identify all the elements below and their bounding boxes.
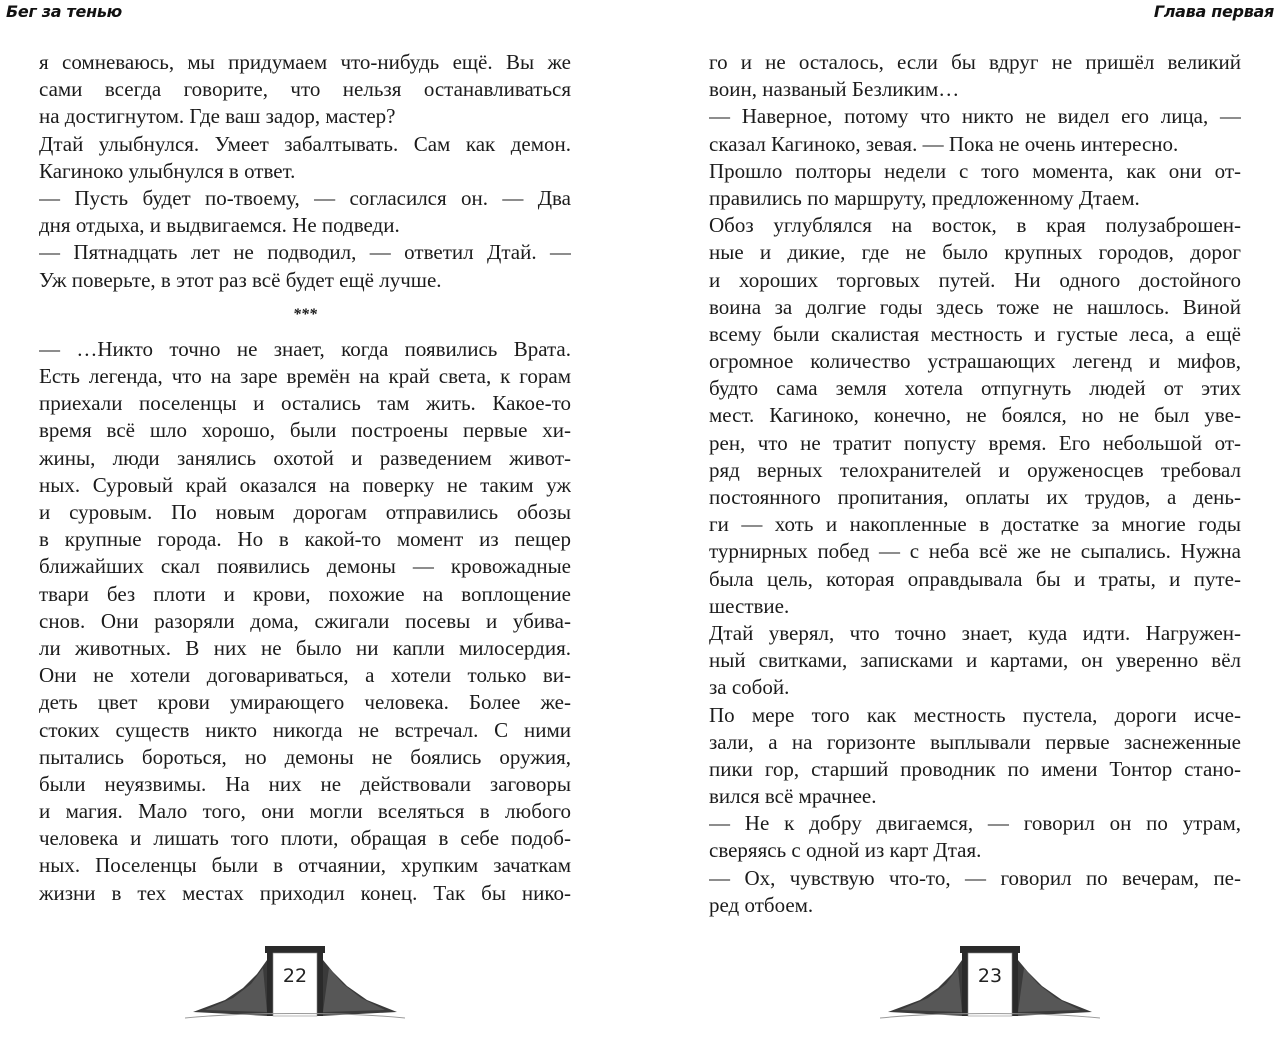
text-line: мест. Кагиноко, конечно, не боялся, но не был уве- xyxy=(709,403,1241,428)
text-line: сверяясь с одной из карт Дтая. xyxy=(709,838,982,863)
page-number-emblem-right xyxy=(880,938,1100,1028)
right-page-text xyxy=(709,49,1241,919)
text-line: ги — хоть и накопленные в достатке за многие годы xyxy=(709,512,1241,537)
text-line: пытались бороться, но демоны не боялись оружия, xyxy=(39,744,571,769)
text-line: ли животных. В них не было ни капли милосердия. xyxy=(39,635,571,660)
text-line: и суровым. По новым дорогам отправились обозы xyxy=(39,500,571,524)
text-line: жизни в тех местах приходил конец. Так бы нико- xyxy=(39,880,571,905)
text-line: Дтай улыбнулся. Умеет забалтывать. Сам как демон. xyxy=(39,131,571,156)
text-line: ред отбоем. xyxy=(709,892,814,917)
text-line: — Ох, чувствую что-то, — говорил по вечерам, пе- xyxy=(709,865,1241,890)
text-line: рен, что не тратит попусту время. Его небольшой от- xyxy=(709,430,1241,455)
text-line: шествие. xyxy=(709,593,790,618)
text-line: будто сама земля хотела отпугнуть людей от этих xyxy=(709,376,1241,401)
text-line: я сомневаюсь, мы придумаем что-нибудь ещё. Вы же xyxy=(39,50,571,74)
text-line: Обоз углублялся на восток, в края полузаброшен- xyxy=(709,213,1241,238)
text-line: — Пусть будет по-твоему, — согласился он. — Два xyxy=(39,185,571,210)
text-line: всему были скалистая местность и густые леса, а ещё xyxy=(709,321,1241,346)
text-line: твари без плоти и крови, похожие на воплощение xyxy=(39,581,571,606)
page-number: 23 xyxy=(977,965,1003,987)
text-line: на достигнутом. Где ваш задор, мастер? xyxy=(39,104,396,129)
text-line: сказал Кагиноко, зевая. — Пока не очень интересно. xyxy=(709,131,1179,156)
text-line: были неуязвимы. На них не действовали заговоры xyxy=(39,771,571,796)
text-line: ный свитками, записками и картами, он уверенно вёл xyxy=(709,648,1241,673)
text-line: правились по маршруту, предложенному Дтаем. xyxy=(709,185,1140,210)
text-line: жины, люди занялись охотой и разведением живот- xyxy=(39,445,571,470)
text-line: Прошло полторы недели с того момента, как они от- xyxy=(709,158,1241,183)
page-number-emblem-left xyxy=(185,938,405,1028)
text-line: — Не к добру двигаемся, — говорил он по утрам, xyxy=(709,811,1241,836)
running-head-book-title: Бег за тенью xyxy=(6,2,122,21)
text-line: в крупные города. Но в какой-то момент из пещер xyxy=(39,527,571,552)
text-line: приехали поселенцы и остались там жить. Какое-то xyxy=(39,391,571,416)
text-line: ближайших скал появились демоны — кровожадные xyxy=(39,554,571,579)
text-line: за собой. xyxy=(709,675,790,700)
text-line: ряд верных телохранителей и оруженосцев требовал xyxy=(709,457,1241,482)
section-separator: *** xyxy=(293,305,317,323)
text-line: — Наверное, потому что никто не видел его лица, — xyxy=(709,104,1241,129)
text-line: ных. Суровый край оказался на поверку не таким уж xyxy=(39,472,571,497)
text-line: снов. Они разоряли дома, сжигали посевы и убива- xyxy=(39,608,571,633)
text-line: пики гор, старший проводник по имени Тонтор стано- xyxy=(709,756,1241,781)
text-line: и магия. Мало того, они могли вселяться в любого xyxy=(39,799,571,824)
text-line: турнирных побед — с неба всё же не сыпались. Нужна xyxy=(709,539,1241,564)
text-line: огромное количество устрашающих легенд и мифов, xyxy=(709,349,1241,374)
text-line: — Пятнадцать лет не подводил, — ответил Дтай. — xyxy=(39,240,571,265)
text-line: стоких существ никто никогда не встречал. С ними xyxy=(39,717,571,742)
running-head-chapter-title: Глава первая xyxy=(1153,2,1274,21)
text-line: постоянного пропитания, оплаты их трудов, а день- xyxy=(709,485,1241,509)
text-line: ных. Поселенцы были в отчаянии, хрупким зачаткам xyxy=(39,853,571,878)
text-line: По мере того как местность пустела, дороги исче- xyxy=(709,702,1241,727)
text-line: человека и лишать того плоти, обращая в себе подоб- xyxy=(39,826,571,851)
text-line: воин, названый Безликим… xyxy=(709,77,960,102)
text-line: ные и дикие, где не было крупных городов, дорог xyxy=(709,240,1241,265)
text-line: вился всё мрачнее. xyxy=(709,784,877,809)
text-line: Дтай уверял, что точно знает, куда идти. Нагружен- xyxy=(709,620,1241,645)
text-line: воина за долгие годы здесь тоже не нашлось. Виной xyxy=(709,294,1241,319)
page-number: 22 xyxy=(282,965,308,987)
text-line: была цель, которая оправдывала бы и траты, и путе- xyxy=(709,566,1241,591)
text-line: го и не осталось, если бы вдруг не пришёл великий xyxy=(709,50,1241,74)
text-line: — …Никто точно не знает, когда появились Врата. xyxy=(39,336,571,361)
text-line: деть цвет крови умирающего человека. Более же- xyxy=(39,690,571,715)
text-line: время всё шло хорошо, были построены первые хи- xyxy=(39,418,571,443)
text-line: зали, а на горизонте выплывали первые заснеженные xyxy=(709,729,1241,754)
text-line: Есть легенда, что на заре времён на край света, к горам xyxy=(39,364,571,389)
text-line: Уж поверьте, в этот раз всё будет ещё лучше. xyxy=(39,267,442,292)
text-line: Кагиноко улыбнулся в ответ. xyxy=(39,158,296,183)
left-page-text xyxy=(39,49,571,907)
text-line: и хороших торговых путей. Ни одного достойного xyxy=(709,267,1241,292)
text-line: сами всегда говорите, что нельзя останавливаться xyxy=(39,77,571,102)
text-line: Они не хотели договариваться, а хотели только ви- xyxy=(39,663,571,688)
text-line: дня отдыха, и выдвигаемся. Не подведи. xyxy=(39,213,400,238)
